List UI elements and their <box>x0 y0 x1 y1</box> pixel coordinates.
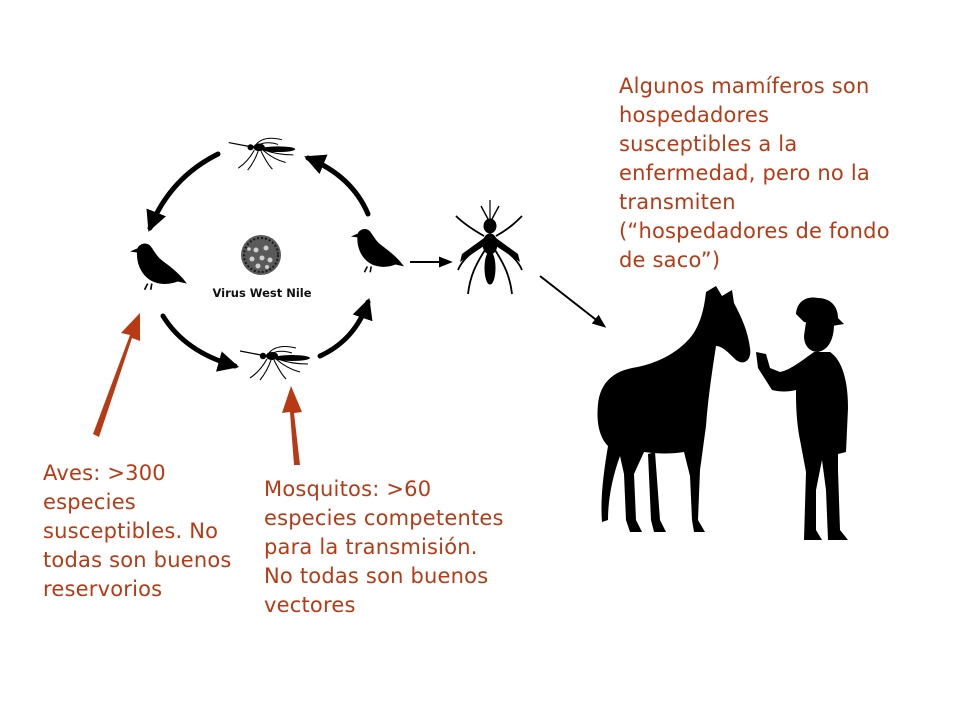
note-line: hospedadores <box>619 103 770 127</box>
man-silhouette <box>756 298 848 540</box>
bird-left-icon <box>130 243 187 289</box>
birds-note <box>43 459 232 604</box>
note-line: especies competentes <box>264 506 504 530</box>
mammals-note <box>619 72 890 275</box>
arrow-mosquito-to-left-bird <box>150 154 218 228</box>
horse-silhouette <box>597 286 750 532</box>
virus-label: Virus West Nile <box>212 286 312 300</box>
note-line: especies <box>43 490 136 514</box>
annotation-arrows <box>93 313 302 465</box>
note-line: (“hospedadores de fondo <box>619 219 890 243</box>
note-line: transmiten <box>619 190 736 214</box>
note-line: Algunos mamíferos son <box>619 74 870 98</box>
note-line: vectores <box>264 593 356 617</box>
mosquitos-note <box>264 475 504 620</box>
note-line: Mosquitos: >60 <box>264 477 432 501</box>
note-line: susceptibles. No <box>43 519 219 543</box>
arrow-mosquito-to-right-bird <box>320 302 368 356</box>
arrow-right-bird-to-mosquito <box>308 158 368 214</box>
note-line: para la transmisión. <box>264 535 478 559</box>
note-line: susceptibles a la <box>619 132 798 156</box>
note-line: No todas son buenos <box>264 564 489 588</box>
arrow-vector-to-horse <box>540 276 604 326</box>
vector-mosquito-icon <box>456 200 522 294</box>
bird-right-icon <box>351 229 404 272</box>
note-line: reservorios <box>43 577 163 601</box>
virus-icon <box>241 235 281 275</box>
arrow-birds-note <box>93 313 140 437</box>
arrow-left-bird-to-mosquito <box>163 316 235 366</box>
arrow-mosquitos-note <box>282 386 302 465</box>
note-line: de saco”) <box>619 248 721 272</box>
mosquito-top-icon <box>229 138 296 170</box>
mosquito-bottom-icon <box>240 346 310 380</box>
note-line: Aves: >300 <box>43 461 166 485</box>
note-line: enfermedad, pero no la <box>619 161 870 185</box>
note-line: todas son buenos <box>43 548 232 572</box>
